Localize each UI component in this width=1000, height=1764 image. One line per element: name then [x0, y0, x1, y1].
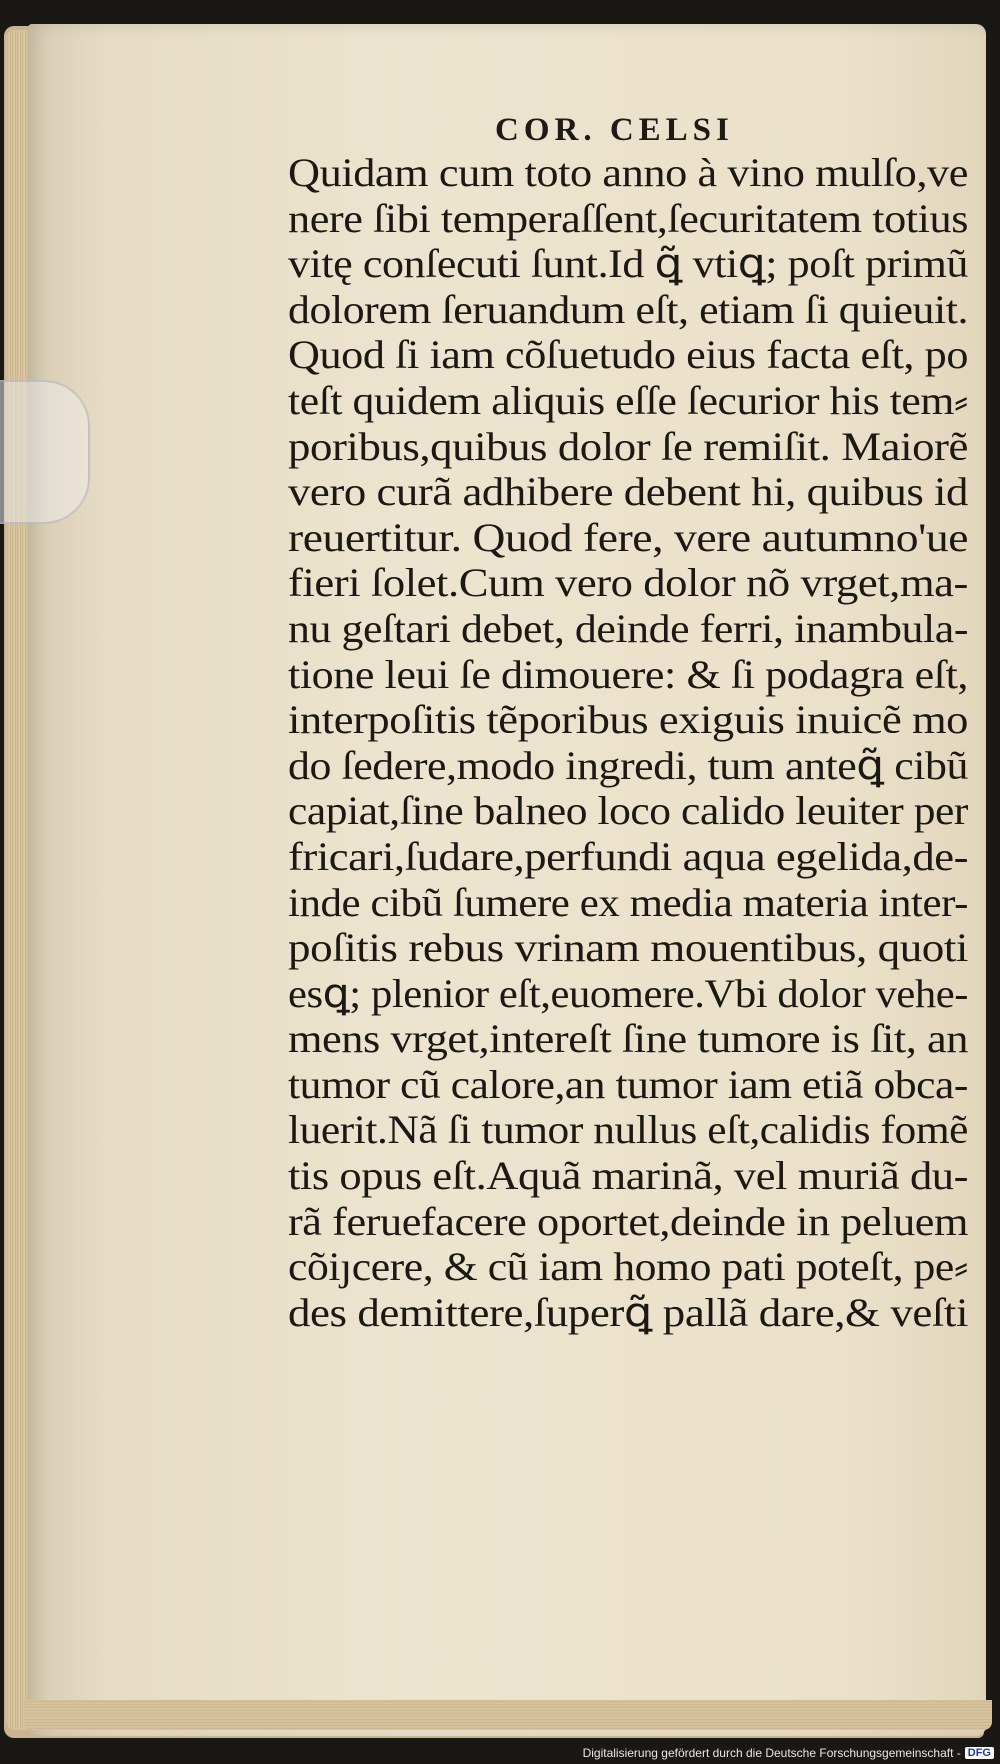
text-line — [288, 1244, 988, 1290]
text-line — [288, 469, 988, 515]
text-line — [288, 515, 988, 561]
text-line — [288, 378, 988, 424]
text-line-content: tumor cũ calore,an tumor iam etiã obca- — [288, 1061, 968, 1107]
text-line-content: luerit.Nã ſi tumor nullus eſt,calidis fomẽ — [288, 1107, 968, 1153]
page-edges-bottom — [24, 1700, 992, 1730]
text-line — [288, 424, 988, 470]
text-line-content: fricari,ſudare,perfundi aqua egelida,de- — [288, 833, 968, 879]
text-line-content: nere ſibi temperaſſent,ſecuritatem totius — [288, 195, 968, 241]
text-line — [288, 697, 988, 743]
text-line-content: esꝗ; plenior eſt,euomere.Vbi dolor vehe- — [288, 970, 968, 1016]
text-line-content: vitę conſecuti ſunt.Id ꝗ̃ vtiꝗ; poſt primũ — [288, 241, 968, 287]
text-line-content: dolorem ſeruandum eſt, etiam ſi quieuit. — [288, 286, 968, 332]
text-line-content: vero curã adhibere debent hi, quibus id — [288, 469, 968, 515]
text-line-content: fieri ſolet.Cum vero dolor nõ vrget,ma- — [288, 560, 969, 606]
credit-text: Digitalisierung gefördert durch die Deutsche Forschungsgemeinschaft - — [582, 1746, 961, 1760]
dfg-logo: DFG — [965, 1747, 994, 1759]
text-line — [288, 332, 988, 378]
text-line-content: rã feruefacere oportet,deinde in peluem — [288, 1198, 968, 1244]
text-line — [288, 788, 988, 834]
text-line-content: nu geſtari debet, deinde ferri, inambula- — [288, 605, 968, 651]
text-line — [288, 880, 988, 926]
running-head: COR. CELSI — [495, 112, 734, 148]
text-line — [288, 1016, 988, 1062]
text-line — [288, 834, 988, 880]
text-line — [288, 1153, 988, 1199]
text-line-content: des demittere,ſuperꝗ̃ pallã dare,& veſti — [288, 1289, 968, 1335]
text-line-content: do ſedere,modo ingredi, tum anteꝗ̃ cibũ — [288, 742, 968, 788]
text-line-content: teſt quidem aliquis eſſe ſecurior his tem⸗ — [288, 377, 968, 423]
text-line — [288, 1199, 988, 1245]
text-line — [288, 1290, 988, 1336]
text-line-content: mens vrget,intereſt ſine tumore is ſit, an — [288, 1016, 968, 1062]
text-line-content: capiat,ſine balneo loco calido leuiter per — [288, 788, 968, 834]
text-line — [288, 606, 988, 652]
text-line-content: poſitis rebus vrinam mouentibus, quoti — [288, 925, 969, 971]
page-clip — [0, 380, 90, 524]
text-line-content: tione leui ſe dimouere: & ſi podagra eſt, — [288, 651, 968, 697]
text-line — [288, 743, 988, 789]
text-line — [288, 196, 988, 242]
text-line — [288, 652, 988, 698]
text-line-content: inde cibũ ſumere ex media materia inter- — [288, 879, 968, 925]
text-line-content: tis opus eſt.Aquã marinã, vel muriã du- — [288, 1153, 968, 1199]
text-line — [288, 560, 988, 606]
text-line-content: cõiȷcere, & cũ iam homo pati poteſt, pe⸗ — [288, 1244, 968, 1290]
text-line-content: interpoſitis tẽporibus exiguis inuicẽ mo — [288, 697, 968, 743]
text-line-content: Quidam cum toto anno à vino mulſo,ve — [288, 150, 968, 195]
text-line — [288, 287, 988, 333]
text-line-content: Quod ſi iam cõſuetudo eius facta eſt, po — [288, 332, 968, 378]
text-line — [288, 971, 988, 1017]
text-line-content: reuertitur. Quod fere, vere autumno'ue — [288, 514, 969, 560]
text-line — [288, 925, 988, 971]
text-line — [288, 150, 988, 196]
body-text — [288, 150, 988, 1335]
text-line-content: poribus,quibus dolor ſe remiſit. Maiorẽ — [288, 423, 968, 469]
text-line — [288, 1107, 988, 1153]
text-line — [288, 1062, 988, 1108]
text-line — [288, 241, 988, 287]
digitization-credit — [583, 1746, 994, 1760]
